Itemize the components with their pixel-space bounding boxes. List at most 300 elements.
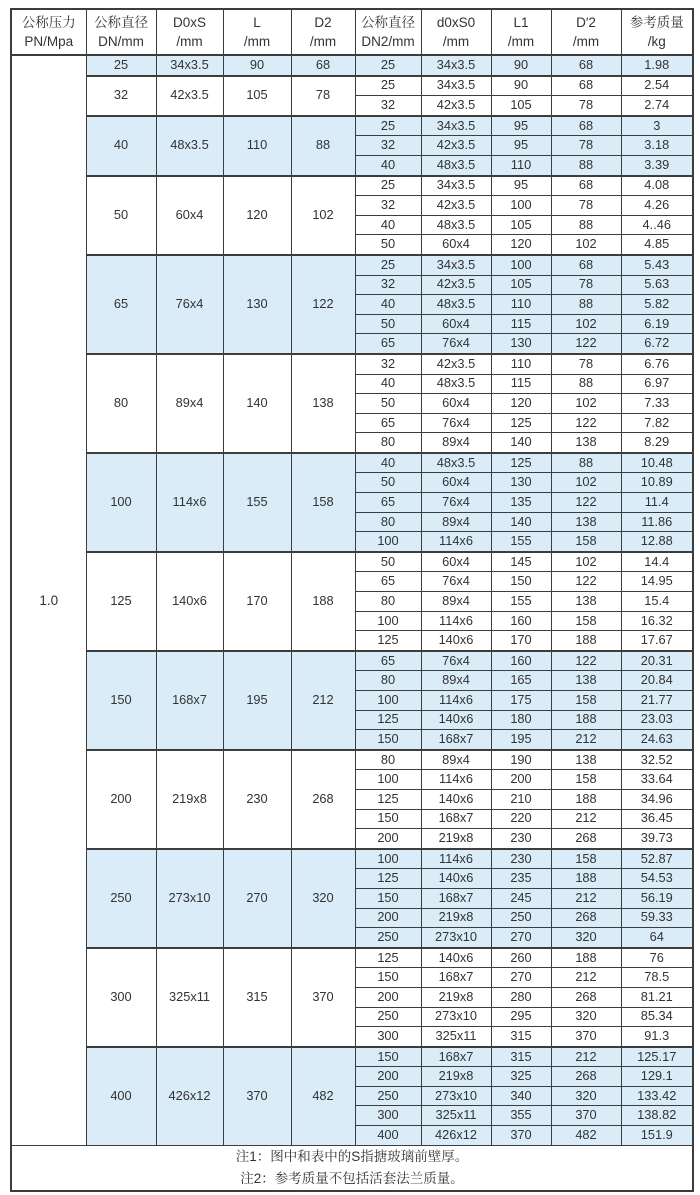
col-header-title: D2	[314, 15, 332, 30]
l1-cell: 230	[491, 849, 551, 869]
d2prime-cell: 88	[551, 295, 621, 315]
d2prime-cell: 78	[551, 275, 621, 295]
l1-cell: 235	[491, 869, 551, 889]
d0xs0-cell: 168x7	[421, 730, 491, 750]
group-l-cell: 195	[223, 651, 291, 750]
mass-cell: 5.82	[621, 295, 693, 315]
dn2-cell: 80	[355, 512, 421, 532]
l1-cell: 110	[491, 295, 551, 315]
col-header-title: 公称直径	[361, 15, 415, 30]
l1-cell: 110	[491, 354, 551, 374]
l1-cell: 180	[491, 710, 551, 730]
d2prime-cell: 88	[551, 453, 621, 473]
mass-cell: 133.42	[621, 1086, 693, 1106]
dn2-cell: 250	[355, 928, 421, 948]
l1-cell: 150	[491, 572, 551, 592]
d2prime-cell: 122	[551, 572, 621, 592]
mass-cell: 32.52	[621, 750, 693, 770]
d2prime-cell: 78	[551, 96, 621, 116]
l1-cell: 105	[491, 96, 551, 116]
l1-cell: 140	[491, 512, 551, 532]
d0xs0-cell: 114x6	[421, 532, 491, 552]
l1-cell: 295	[491, 1007, 551, 1027]
mass-cell: 4.08	[621, 176, 693, 196]
d2prime-cell: 188	[551, 710, 621, 730]
table-row	[11, 1047, 693, 1067]
table-row	[11, 750, 693, 770]
table-row	[11, 552, 693, 572]
group-d2-cell: 102	[291, 176, 355, 255]
d0xs0-cell: 140x6	[421, 710, 491, 730]
d2prime-cell: 138	[551, 433, 621, 453]
d2prime-cell: 78	[551, 354, 621, 374]
d2prime-cell: 320	[551, 928, 621, 948]
mass-cell: 56.19	[621, 888, 693, 908]
d2prime-cell: 212	[551, 888, 621, 908]
mass-cell: 5.63	[621, 275, 693, 295]
d2prime-cell: 138	[551, 592, 621, 612]
l1-cell: 190	[491, 750, 551, 770]
group-l-cell: 315	[223, 948, 291, 1047]
d0xs0-cell: 76x4	[421, 334, 491, 354]
group-d0xs-cell: 60x4	[156, 176, 223, 255]
col-header-title: L	[253, 15, 261, 30]
group-l-cell: 170	[223, 552, 291, 651]
dn2-cell: 25	[355, 255, 421, 275]
mass-cell: 6.19	[621, 314, 693, 334]
l1-cell: 100	[491, 196, 551, 216]
col-header-unit: DN2/mm	[361, 34, 415, 49]
mass-cell: 23.03	[621, 710, 693, 730]
group-dn-cell: 100	[86, 453, 156, 552]
d0xs0-cell: 42x3.5	[421, 136, 491, 156]
table-row	[11, 176, 693, 196]
group-d2-cell: 158	[291, 453, 355, 552]
dn2-cell: 32	[355, 136, 421, 156]
mass-cell: 6.97	[621, 374, 693, 394]
group-dn-cell: 250	[86, 849, 156, 948]
l1-cell: 160	[491, 611, 551, 631]
dn2-cell: 50	[355, 473, 421, 493]
dn2-cell: 125	[355, 789, 421, 809]
col-header-d0xs	[156, 9, 223, 55]
d0xs0-cell: 42x3.5	[421, 354, 491, 374]
d2prime-cell: 188	[551, 869, 621, 889]
d0xs0-cell: 48x3.5	[421, 155, 491, 175]
dn2-cell: 250	[355, 1086, 421, 1106]
l1-cell: 270	[491, 968, 551, 988]
mass-cell: 4.26	[621, 196, 693, 216]
mass-cell: 64	[621, 928, 693, 948]
mass-cell: 129.1	[621, 1067, 693, 1087]
l1-cell: 370	[491, 1126, 551, 1146]
col-header-unit: /mm	[442, 34, 470, 49]
table-row	[11, 948, 693, 968]
col-header-l	[223, 9, 291, 55]
dn2-cell: 32	[355, 96, 421, 116]
l1-cell: 95	[491, 116, 551, 136]
dn2-cell: 150	[355, 730, 421, 750]
d0xs0-cell: 48x3.5	[421, 453, 491, 473]
d0xs0-cell: 60x4	[421, 314, 491, 334]
l1-cell: 155	[491, 532, 551, 552]
d2prime-cell: 88	[551, 374, 621, 394]
dn2-cell: 125	[355, 948, 421, 968]
l1-cell: 95	[491, 136, 551, 156]
l1-cell: 135	[491, 493, 551, 513]
d2prime-cell: 68	[551, 255, 621, 275]
col-header-d2prime	[551, 9, 621, 55]
dn2-cell: 80	[355, 433, 421, 453]
mass-cell: 4.85	[621, 235, 693, 255]
dn2-cell: 100	[355, 691, 421, 711]
mass-cell: 76	[621, 948, 693, 968]
d0xs0-cell: 48x3.5	[421, 215, 491, 235]
mass-cell: 78.5	[621, 968, 693, 988]
d2prime-cell: 78	[551, 196, 621, 216]
l1-cell: 260	[491, 948, 551, 968]
mass-cell: 151.9	[621, 1126, 693, 1146]
d0xs0-cell: 60x4	[421, 473, 491, 493]
col-header-dn2	[355, 9, 421, 55]
mass-cell: 54.53	[621, 869, 693, 889]
d0xs0-cell: 140x6	[421, 948, 491, 968]
l1-cell: 155	[491, 592, 551, 612]
l1-cell: 315	[491, 1027, 551, 1047]
group-d2-cell: 370	[291, 948, 355, 1047]
d0xs0-cell: 76x4	[421, 413, 491, 433]
group-d0xs-cell: 48x3.5	[156, 116, 223, 176]
group-d0xs-cell: 219x8	[156, 750, 223, 849]
col-header-d0xs0	[421, 9, 491, 55]
table-row	[11, 55, 693, 76]
d0xs0-cell: 273x10	[421, 1086, 491, 1106]
d2prime-cell: 122	[551, 413, 621, 433]
d0xs0-cell: 114x6	[421, 770, 491, 790]
table-row	[11, 849, 693, 869]
d0xs0-cell: 48x3.5	[421, 374, 491, 394]
l1-cell: 250	[491, 908, 551, 928]
pipe-spec-table	[10, 8, 694, 1192]
l1-cell: 355	[491, 1106, 551, 1126]
d0xs0-cell: 219x8	[421, 987, 491, 1007]
d2prime-cell: 102	[551, 552, 621, 572]
d0xs0-cell: 140x6	[421, 869, 491, 889]
group-d2-cell: 138	[291, 354, 355, 453]
col-header-unit: DN/mm	[98, 34, 144, 49]
l1-cell: 95	[491, 176, 551, 196]
dn2-cell: 200	[355, 829, 421, 849]
dn2-cell: 25	[355, 116, 421, 136]
table-row	[11, 116, 693, 136]
group-dn-cell: 25	[86, 55, 156, 76]
mass-cell: 1.98	[621, 55, 693, 76]
d2prime-cell: 212	[551, 730, 621, 750]
l1-cell: 130	[491, 334, 551, 354]
table-row	[11, 651, 693, 671]
l1-cell: 210	[491, 789, 551, 809]
d2prime-cell: 102	[551, 314, 621, 334]
d0xs0-cell: 219x8	[421, 1067, 491, 1087]
l1-cell: 195	[491, 730, 551, 750]
mass-cell: 59.33	[621, 908, 693, 928]
dn2-cell: 32	[355, 275, 421, 295]
mass-cell: 39.73	[621, 829, 693, 849]
dn2-cell: 125	[355, 710, 421, 730]
l1-cell: 115	[491, 374, 551, 394]
dn2-cell: 80	[355, 671, 421, 691]
note-1: 注1：图中和表中的S指搪玻璃前壁厚。	[235, 1148, 469, 1164]
mass-cell: 125.17	[621, 1047, 693, 1067]
col-header-unit: /kg	[647, 34, 666, 49]
pn-value-cell: 1.0	[11, 55, 86, 1145]
group-dn-cell: 150	[86, 651, 156, 750]
d2prime-cell: 68	[551, 176, 621, 196]
group-dn-cell: 40	[86, 116, 156, 176]
l1-cell: 315	[491, 1047, 551, 1067]
col-header-unit: PN/Mpa	[24, 34, 74, 49]
mass-cell: 11.86	[621, 512, 693, 532]
notes-cell	[11, 1145, 693, 1191]
l1-cell: 230	[491, 829, 551, 849]
d2prime-cell: 122	[551, 651, 621, 671]
l1-cell: 145	[491, 552, 551, 572]
l1-cell: 125	[491, 453, 551, 473]
d2prime-cell: 188	[551, 631, 621, 651]
mass-cell: 16.32	[621, 611, 693, 631]
group-dn-cell: 50	[86, 176, 156, 255]
d2prime-cell: 158	[551, 849, 621, 869]
mass-cell: 24.63	[621, 730, 693, 750]
mass-cell: 4..46	[621, 215, 693, 235]
l1-cell: 110	[491, 155, 551, 175]
col-header-unit: /mm	[507, 34, 535, 49]
mass-cell: 14.95	[621, 572, 693, 592]
dn2-cell: 25	[355, 55, 421, 76]
group-d2-cell: 68	[291, 55, 355, 76]
dn2-cell: 65	[355, 334, 421, 354]
dn2-cell: 300	[355, 1106, 421, 1126]
dn2-cell: 40	[355, 295, 421, 315]
d0xs0-cell: 34x3.5	[421, 55, 491, 76]
dn2-cell: 100	[355, 770, 421, 790]
group-d0xs-cell: 89x4	[156, 354, 223, 453]
mass-cell: 6.72	[621, 334, 693, 354]
d0xs0-cell: 325x11	[421, 1106, 491, 1126]
d2prime-cell: 158	[551, 770, 621, 790]
col-header-title: 参考质量	[629, 15, 684, 30]
dn2-cell: 125	[355, 631, 421, 651]
group-d0xs-cell: 34x3.5	[156, 55, 223, 76]
d0xs0-cell: 114x6	[421, 691, 491, 711]
d2prime-cell: 482	[551, 1126, 621, 1146]
col-header-title: D0xS	[172, 15, 206, 30]
group-dn-cell: 400	[86, 1047, 156, 1145]
d2prime-cell: 102	[551, 235, 621, 255]
d2prime-cell: 268	[551, 1067, 621, 1087]
d2prime-cell: 212	[551, 1047, 621, 1067]
l1-cell: 170	[491, 631, 551, 651]
notes-row	[11, 1145, 693, 1191]
mass-cell: 6.76	[621, 354, 693, 374]
d0xs0-cell: 140x6	[421, 631, 491, 651]
dn2-cell: 400	[355, 1126, 421, 1146]
col-header-unit: /mm	[572, 34, 600, 49]
mass-cell: 52.87	[621, 849, 693, 869]
spec-table-body	[11, 55, 693, 1145]
table-row	[11, 453, 693, 473]
d0xs0-cell: 34x3.5	[421, 116, 491, 136]
d0xs0-cell: 76x4	[421, 493, 491, 513]
d2prime-cell: 320	[551, 1086, 621, 1106]
group-d0xs-cell: 42x3.5	[156, 76, 223, 116]
d2prime-cell: 188	[551, 789, 621, 809]
mass-cell: 138.82	[621, 1106, 693, 1126]
group-d2-cell: 320	[291, 849, 355, 948]
d0xs0-cell: 168x7	[421, 968, 491, 988]
dn2-cell: 50	[355, 552, 421, 572]
l1-cell: 175	[491, 691, 551, 711]
l1-cell: 325	[491, 1067, 551, 1087]
dn2-cell: 150	[355, 1047, 421, 1067]
mass-cell: 34.96	[621, 789, 693, 809]
d0xs0-cell: 219x8	[421, 908, 491, 928]
mass-cell: 36.45	[621, 809, 693, 829]
mass-cell: 15.4	[621, 592, 693, 612]
l1-cell: 105	[491, 215, 551, 235]
d0xs0-cell: 219x8	[421, 829, 491, 849]
dn2-cell: 200	[355, 908, 421, 928]
d0xs0-cell: 89x4	[421, 512, 491, 532]
l1-cell: 90	[491, 76, 551, 96]
dn2-cell: 200	[355, 1067, 421, 1087]
d2prime-cell: 268	[551, 908, 621, 928]
d2prime-cell: 320	[551, 1007, 621, 1027]
dn2-cell: 25	[355, 176, 421, 196]
table-row	[11, 354, 693, 374]
l1-cell: 200	[491, 770, 551, 790]
d0xs0-cell: 34x3.5	[421, 176, 491, 196]
mass-cell: 3.39	[621, 155, 693, 175]
dn2-cell: 125	[355, 869, 421, 889]
d2prime-cell: 370	[551, 1027, 621, 1047]
table-header	[11, 9, 693, 55]
group-d0xs-cell: 76x4	[156, 255, 223, 354]
group-l-cell: 105	[223, 76, 291, 116]
d2prime-cell: 138	[551, 750, 621, 770]
group-d2-cell: 88	[291, 116, 355, 176]
header-row	[11, 9, 693, 55]
d0xs0-cell: 273x10	[421, 928, 491, 948]
dn2-cell: 40	[355, 215, 421, 235]
note-2: 注2：参考质量不包括活套法兰质量。	[240, 1170, 464, 1186]
group-l-cell: 90	[223, 55, 291, 76]
mass-cell: 21.77	[621, 691, 693, 711]
d2prime-cell: 158	[551, 691, 621, 711]
mass-cell: 3	[621, 116, 693, 136]
group-dn-cell: 125	[86, 552, 156, 651]
d2prime-cell: 138	[551, 671, 621, 691]
col-header-unit: /mm	[309, 34, 337, 49]
d0xs0-cell: 273x10	[421, 1007, 491, 1027]
group-dn-cell: 32	[86, 76, 156, 116]
d0xs0-cell: 42x3.5	[421, 275, 491, 295]
d2prime-cell: 88	[551, 215, 621, 235]
dn2-cell: 65	[355, 651, 421, 671]
group-dn-cell: 200	[86, 750, 156, 849]
dn2-cell: 250	[355, 1007, 421, 1027]
group-d0xs-cell: 114x6	[156, 453, 223, 552]
l1-cell: 220	[491, 809, 551, 829]
d2prime-cell: 68	[551, 76, 621, 96]
col-header-mass	[621, 9, 693, 55]
d0xs0-cell: 76x4	[421, 572, 491, 592]
l1-cell: 280	[491, 987, 551, 1007]
d0xs0-cell: 60x4	[421, 552, 491, 572]
group-l-cell: 130	[223, 255, 291, 354]
dn2-cell: 50	[355, 394, 421, 414]
mass-cell: 81.21	[621, 987, 693, 1007]
d0xs0-cell: 168x7	[421, 809, 491, 829]
col-header-title: D′2	[576, 15, 596, 30]
l1-cell: 165	[491, 671, 551, 691]
mass-cell: 8.29	[621, 433, 693, 453]
dn2-cell: 80	[355, 592, 421, 612]
dn2-cell: 80	[355, 750, 421, 770]
mass-cell: 91.3	[621, 1027, 693, 1047]
dn2-cell: 40	[355, 374, 421, 394]
d0xs0-cell: 60x4	[421, 394, 491, 414]
group-l-cell: 270	[223, 849, 291, 948]
d2prime-cell: 138	[551, 512, 621, 532]
dn2-cell: 100	[355, 532, 421, 552]
d0xs0-cell: 114x6	[421, 849, 491, 869]
dn2-cell: 150	[355, 809, 421, 829]
l1-cell: 120	[491, 235, 551, 255]
dn2-cell: 65	[355, 572, 421, 592]
d2prime-cell: 158	[551, 532, 621, 552]
dn2-cell: 300	[355, 1027, 421, 1047]
dn2-cell: 100	[355, 611, 421, 631]
d0xs0-cell: 325x11	[421, 1027, 491, 1047]
table-footer	[11, 1145, 693, 1191]
mass-cell: 2.54	[621, 76, 693, 96]
table-row	[11, 76, 693, 96]
d2prime-cell: 122	[551, 493, 621, 513]
d2prime-cell: 88	[551, 155, 621, 175]
d2prime-cell: 268	[551, 829, 621, 849]
group-dn-cell: 65	[86, 255, 156, 354]
dn2-cell: 40	[355, 453, 421, 473]
l1-cell: 245	[491, 888, 551, 908]
d2prime-cell: 122	[551, 334, 621, 354]
l1-cell: 90	[491, 55, 551, 76]
group-l-cell: 370	[223, 1047, 291, 1145]
dn2-cell: 65	[355, 413, 421, 433]
l1-cell: 130	[491, 473, 551, 493]
l1-cell: 340	[491, 1086, 551, 1106]
group-d2-cell: 482	[291, 1047, 355, 1145]
d2prime-cell: 68	[551, 116, 621, 136]
l1-cell: 160	[491, 651, 551, 671]
col-header-dn	[86, 9, 156, 55]
group-d0xs-cell: 168x7	[156, 651, 223, 750]
d0xs0-cell: 89x4	[421, 433, 491, 453]
d2prime-cell: 268	[551, 987, 621, 1007]
l1-cell: 125	[491, 413, 551, 433]
mass-cell: 14.4	[621, 552, 693, 572]
group-l-cell: 120	[223, 176, 291, 255]
